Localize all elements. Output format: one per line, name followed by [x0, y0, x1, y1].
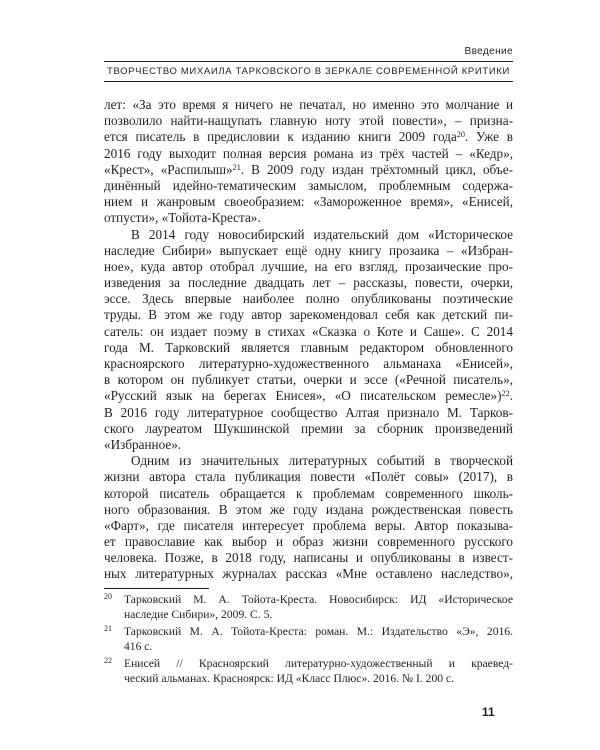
running-title: ТВОРЧЕСТВО МИХАИЛА ТАРКОВСКОГО В ЗЕРКАЛЕ СОВРЕМЕННОЙ КРИТИКИ	[107, 66, 510, 77]
text-line: человека. Позже, в 2018 году, написаны и опубликованы в извест-	[104, 550, 513, 566]
footnote-line: наследие Сибири», 2009. С. 5.	[124, 607, 273, 621]
paragraph	[104, 227, 513, 454]
footnote	[104, 625, 513, 654]
text-segment: . Уже в	[464, 129, 513, 145]
footnote	[104, 593, 513, 622]
text-line: ет православие как выбор и образ жизни современного русского	[104, 534, 513, 550]
footnote	[104, 657, 513, 686]
header-rule-bottom	[104, 81, 513, 82]
text-line: В 2014 году новосибирский издательский дом «Историческое	[131, 226, 513, 242]
paragraph	[104, 97, 513, 227]
text-segment: .	[509, 388, 513, 404]
footnote-line: Енисей // Красноярский литературно-художественный и краевед-	[124, 657, 513, 670]
footnote-number: 20	[104, 592, 112, 601]
footnote-line: Тарковский М. А. Тойота-Креста: роман. М.: Издательство «Э», 2016.	[124, 625, 513, 638]
text-segment: «Русский язык на берегах Енисея», «О писательском ремесле»)	[104, 388, 502, 404]
footnotes	[104, 593, 513, 689]
body-text	[104, 97, 513, 583]
text-line: «Избранное».	[104, 436, 182, 452]
text-line: года М. Тарковский является главным редактором обновленного	[104, 339, 513, 355]
footnote-line: Тарковский М. А. Тойота-Креста. Новосибирск: ИД «Историческое	[124, 593, 513, 606]
text-line: сатель: он издает поэму в стихах «Сказка о Коте и Саше». С 2014	[104, 323, 513, 339]
text-line: ное», куда автор отобрал лучшие, на его взгляд, прозаические про-	[104, 258, 513, 274]
footnote-number: 21	[104, 624, 112, 633]
text-line: 2016 году выходит полная версия романа из трёх частей – «Кедр»,	[104, 145, 513, 161]
footnote-line: 416 с.	[124, 639, 153, 653]
text-line: которой писатель обращается к проблемам современного школь-	[104, 485, 513, 501]
text-line	[104, 162, 513, 178]
text-line	[104, 129, 513, 145]
text-line: Одним из значительных литературных событий в творческой	[131, 453, 513, 469]
footnote-separator	[104, 588, 209, 589]
text-segment: ется писатель в предисловии к изданию книги 2009 года	[104, 129, 457, 145]
section-title: Введение	[464, 46, 513, 57]
text-segment: . В 2009 году издан трёхтомный цикл, объе-	[240, 161, 513, 177]
text-line: позволило найти-нащупать главную ноту этой повести», – призна-	[104, 113, 513, 129]
text-line	[104, 388, 513, 404]
text-line: в котором он публикует статьи, очерки и эссе («Речной писатель»,	[104, 372, 513, 388]
footnote-ref: 20	[456, 130, 465, 140]
text-line: эссе. Здесь впервые наиболее полно опубликованы поэтические	[104, 291, 513, 307]
footnote-number: 22	[104, 656, 112, 665]
text-line: В 2016 году литературное сообщество Алтая признало М. Тарков-	[104, 404, 513, 420]
text-line: изведения за последние двадцать лет – рассказы, повести, очерки,	[104, 275, 513, 291]
text-line: жизни автора стала публикация повести «Полёт совы» (2017), в	[104, 469, 513, 485]
text-line: наследие Сибири» выпускает ещё одну книгу прозаика – «Избран-	[104, 242, 513, 258]
footnote-line: ческий альманах. Красноярск: ИД «Класс Плюс». 2016. № I. 200 с.	[124, 671, 454, 685]
text-segment: «Крест», «Распилыш»	[104, 161, 233, 177]
text-line: красноярского литературно-художественного альманаха «Енисей»,	[104, 356, 513, 371]
footnote-ref: 21	[232, 162, 241, 172]
text-line: «Фарт», где писателя интересует проблема веры. Автор показыва-	[104, 517, 513, 533]
header-rule-top	[104, 61, 513, 62]
text-line: труды. В этом же году автор зарекомендовал себя как детский пи-	[104, 307, 513, 323]
paragraph	[104, 453, 513, 583]
text-line: ных литературных журналах рассказ «Мне оставлено наследство»,	[104, 566, 513, 582]
text-line: ного образования. В этом же году издана рождественская повесть	[104, 501, 513, 517]
text-line: нием и жанровым своеобразием: «Замороженное время», «Енисей,	[104, 194, 513, 210]
page-number: 11	[482, 705, 495, 719]
footnote-ref: 22	[501, 389, 510, 399]
text-line: лет: «За это время я ничего не печатал, но именно это молчание и	[104, 97, 513, 112]
text-line: ского лауреатом Шукшинской премии за сборник произведений	[104, 420, 513, 436]
text-line: динённый идейно-тематическим замыслом, проблемным содержа-	[104, 177, 513, 193]
text-line: отпусти», «Тойота-Креста».	[104, 210, 261, 226]
